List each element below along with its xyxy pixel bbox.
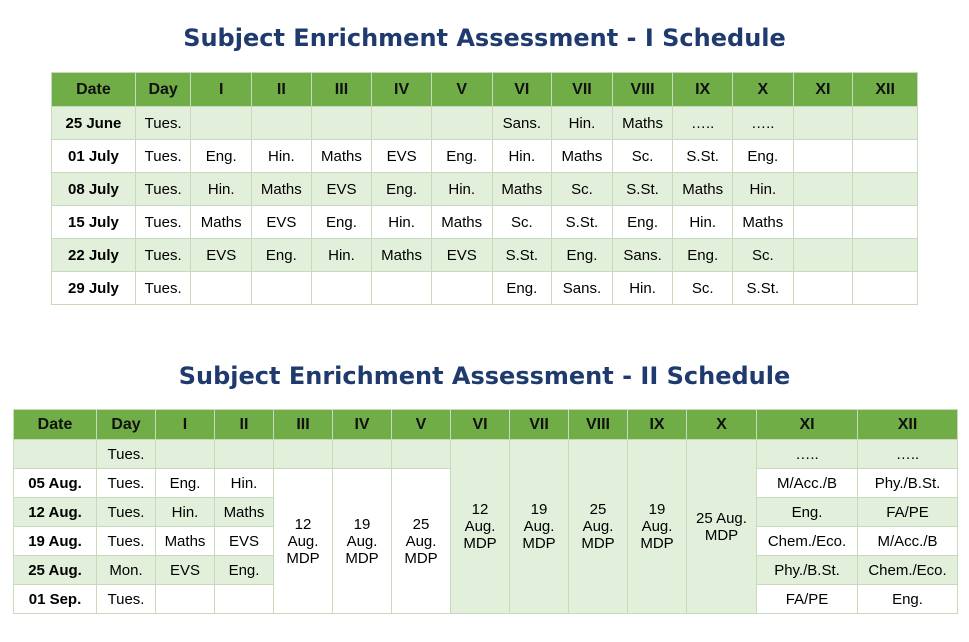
column-header: VI [451, 410, 510, 440]
subject-cell: Maths [156, 527, 215, 556]
subject-cell: S.St. [673, 140, 733, 173]
column-header: I [156, 410, 215, 440]
subject-cell: S.St. [552, 206, 613, 239]
subject-cell: Eng. [732, 140, 793, 173]
day-cell: Tues. [97, 585, 156, 614]
subject-cell: Sans. [612, 239, 673, 272]
subject-cell [853, 206, 918, 239]
subject-cell: FA/PE [858, 498, 958, 527]
subject-cell: Hin. [673, 206, 733, 239]
subject-cell: Hin. [431, 173, 492, 206]
day-cell: Tues. [97, 498, 156, 527]
subject-cell: Hin. [252, 140, 312, 173]
merged-mdp-cell: 19 Aug. MDP [510, 440, 569, 614]
subject-cell: Hin. [732, 173, 793, 206]
subject-cell: Sc. [673, 272, 733, 305]
subject-cell: Maths [372, 239, 432, 272]
subject-cell: Hin. [191, 173, 252, 206]
date-cell: 22 July [52, 239, 136, 272]
date-cell: 12 Aug. [14, 498, 97, 527]
date-cell: 25 June [52, 107, 136, 140]
table-row [52, 239, 918, 272]
date-cell: 01 July [52, 140, 136, 173]
subject-cell: Maths [191, 206, 252, 239]
subject-cell [853, 239, 918, 272]
table-row [52, 107, 918, 140]
date-cell: 29 July [52, 272, 136, 305]
date-cell: 19 Aug. [14, 527, 97, 556]
merged-mdp-cell: 25 Aug. MDP [392, 469, 451, 614]
subject-cell: Hin. [372, 206, 432, 239]
schedule-1-title: Subject Enrichment Assessment - I Schedule [183, 24, 786, 52]
subject-cell: S.St. [492, 239, 552, 272]
subject-cell: EVS [372, 140, 432, 173]
subject-cell [372, 107, 432, 140]
subject-cell: Sc. [552, 173, 613, 206]
subject-cell [252, 107, 312, 140]
subject-cell: Eng. [311, 206, 372, 239]
merged-mdp-cell: 25 Aug. MDP [569, 440, 628, 614]
subject-cell [431, 272, 492, 305]
column-header: VI [492, 73, 552, 107]
column-header: IX [628, 410, 687, 440]
subject-cell: Maths [252, 173, 312, 206]
table-header-row [52, 73, 918, 107]
column-header: Date [14, 410, 97, 440]
day-cell: Tues. [135, 107, 191, 140]
subject-cell: Hin. [492, 140, 552, 173]
table-row [14, 440, 958, 469]
column-header: IV [333, 410, 392, 440]
subject-cell [156, 585, 215, 614]
merged-mdp-cell: 19 Aug. MDP [333, 469, 392, 614]
subject-cell: Eng. [431, 140, 492, 173]
column-header: VIII [569, 410, 628, 440]
subject-cell [372, 272, 432, 305]
subject-cell: S.St. [732, 272, 793, 305]
subject-cell: Sans. [492, 107, 552, 140]
subject-cell: Hin. [311, 239, 372, 272]
column-header: Date [52, 73, 136, 107]
subject-cell [793, 272, 853, 305]
subject-cell: Eng. [552, 239, 613, 272]
day-cell: Tues. [135, 272, 191, 305]
subject-cell [793, 206, 853, 239]
subject-cell: Eng. [372, 173, 432, 206]
day-cell: Tues. [97, 440, 156, 469]
subject-cell [252, 272, 312, 305]
subject-cell: FA/PE [757, 585, 858, 614]
day-cell: Tues. [135, 239, 191, 272]
subject-cell: Eng. [757, 498, 858, 527]
date-cell [14, 440, 97, 469]
subject-cell: Hin. [215, 469, 274, 498]
subject-cell: M/Acc./B [858, 527, 958, 556]
subject-cell: EVS [215, 527, 274, 556]
column-header: XI [793, 73, 853, 107]
subject-cell: Hin. [156, 498, 215, 527]
column-header: I [191, 73, 252, 107]
column-header: Day [135, 73, 191, 107]
subject-cell: EVS [311, 173, 372, 206]
subject-cell: Sans. [552, 272, 613, 305]
subject-cell: Maths [552, 140, 613, 173]
subject-cell: Eng. [612, 206, 673, 239]
column-header: IX [673, 73, 733, 107]
subject-cell: Eng. [215, 556, 274, 585]
subject-cell [853, 107, 918, 140]
subject-cell: Chem./Eco. [858, 556, 958, 585]
subject-cell [311, 272, 372, 305]
merged-mdp-cell: 19 Aug. MDP [628, 440, 687, 614]
column-header: V [431, 73, 492, 107]
subject-cell: EVS [156, 556, 215, 585]
table-header-row [14, 410, 958, 440]
subject-cell: Eng. [191, 140, 252, 173]
day-cell: Tues. [97, 527, 156, 556]
subject-cell: EVS [252, 206, 312, 239]
subject-cell: Hin. [552, 107, 613, 140]
subject-cell: Eng. [156, 469, 215, 498]
day-cell: Tues. [97, 469, 156, 498]
column-header: VIII [612, 73, 673, 107]
subject-cell: Phy./B.St. [858, 469, 958, 498]
subject-cell [853, 173, 918, 206]
subject-cell [215, 585, 274, 614]
date-cell: 15 July [52, 206, 136, 239]
subject-cell [215, 440, 274, 469]
subject-cell: Eng. [858, 585, 958, 614]
table-row [52, 173, 918, 206]
subject-cell: M/Acc./B [757, 469, 858, 498]
column-header: X [687, 410, 757, 440]
subject-cell: Sc. [732, 239, 793, 272]
subject-cell: Hin. [612, 272, 673, 305]
subject-cell [853, 272, 918, 305]
subject-cell: ….. [732, 107, 793, 140]
empty-cell [333, 440, 392, 469]
subject-cell [793, 140, 853, 173]
subject-cell [311, 107, 372, 140]
column-header: VII [510, 410, 569, 440]
subject-cell [431, 107, 492, 140]
subject-cell: Sc. [612, 140, 673, 173]
subject-cell: EVS [431, 239, 492, 272]
subject-cell: Maths [431, 206, 492, 239]
subject-cell [853, 140, 918, 173]
column-header: XII [853, 73, 918, 107]
empty-cell [274, 440, 333, 469]
subject-cell: Phy./B.St. [757, 556, 858, 585]
subject-cell: Maths [311, 140, 372, 173]
subject-cell: Eng. [252, 239, 312, 272]
column-header: XI [757, 410, 858, 440]
subject-cell: Maths [732, 206, 793, 239]
table-row [52, 140, 918, 173]
day-cell: Tues. [135, 206, 191, 239]
subject-cell: Chem./Eco. [757, 527, 858, 556]
column-header: II [252, 73, 312, 107]
subject-cell [793, 239, 853, 272]
date-cell: 25 Aug. [14, 556, 97, 585]
merged-mdp-cell: 12 Aug. MDP [274, 469, 333, 614]
subject-cell [156, 440, 215, 469]
subject-cell: ….. [757, 440, 858, 469]
schedule-2-title: Subject Enrichment Assessment - II Schedule [178, 362, 791, 390]
day-cell: Tues. [135, 140, 191, 173]
subject-cell: Maths [612, 107, 673, 140]
table-row [52, 272, 918, 305]
schedule-1-table [51, 72, 918, 305]
subject-cell: ….. [673, 107, 733, 140]
table-row [52, 206, 918, 239]
subject-cell [793, 173, 853, 206]
column-header: II [215, 410, 274, 440]
column-header: IV [372, 73, 432, 107]
subject-cell: Maths [673, 173, 733, 206]
merged-mdp-cell: 25 Aug. MDP [687, 440, 757, 614]
subject-cell [191, 272, 252, 305]
date-cell: 01 Sep. [14, 585, 97, 614]
column-header: XII [858, 410, 958, 440]
subject-cell: EVS [191, 239, 252, 272]
subject-cell: S.St. [612, 173, 673, 206]
date-cell: 05 Aug. [14, 469, 97, 498]
day-cell: Mon. [97, 556, 156, 585]
subject-cell: ….. [858, 440, 958, 469]
column-header: VII [552, 73, 613, 107]
column-header: X [732, 73, 793, 107]
subject-cell: Maths [215, 498, 274, 527]
column-header: III [311, 73, 372, 107]
subject-cell: Eng. [673, 239, 733, 272]
day-cell: Tues. [135, 173, 191, 206]
merged-mdp-cell: 12 Aug. MDP [451, 440, 510, 614]
subject-cell: Eng. [492, 272, 552, 305]
column-header: Day [97, 410, 156, 440]
subject-cell [191, 107, 252, 140]
subject-cell: Maths [492, 173, 552, 206]
schedule-2-table [13, 409, 958, 614]
empty-cell [392, 440, 451, 469]
date-cell: 08 July [52, 173, 136, 206]
column-header: III [274, 410, 333, 440]
column-header: V [392, 410, 451, 440]
subject-cell [793, 107, 853, 140]
subject-cell: Sc. [492, 206, 552, 239]
